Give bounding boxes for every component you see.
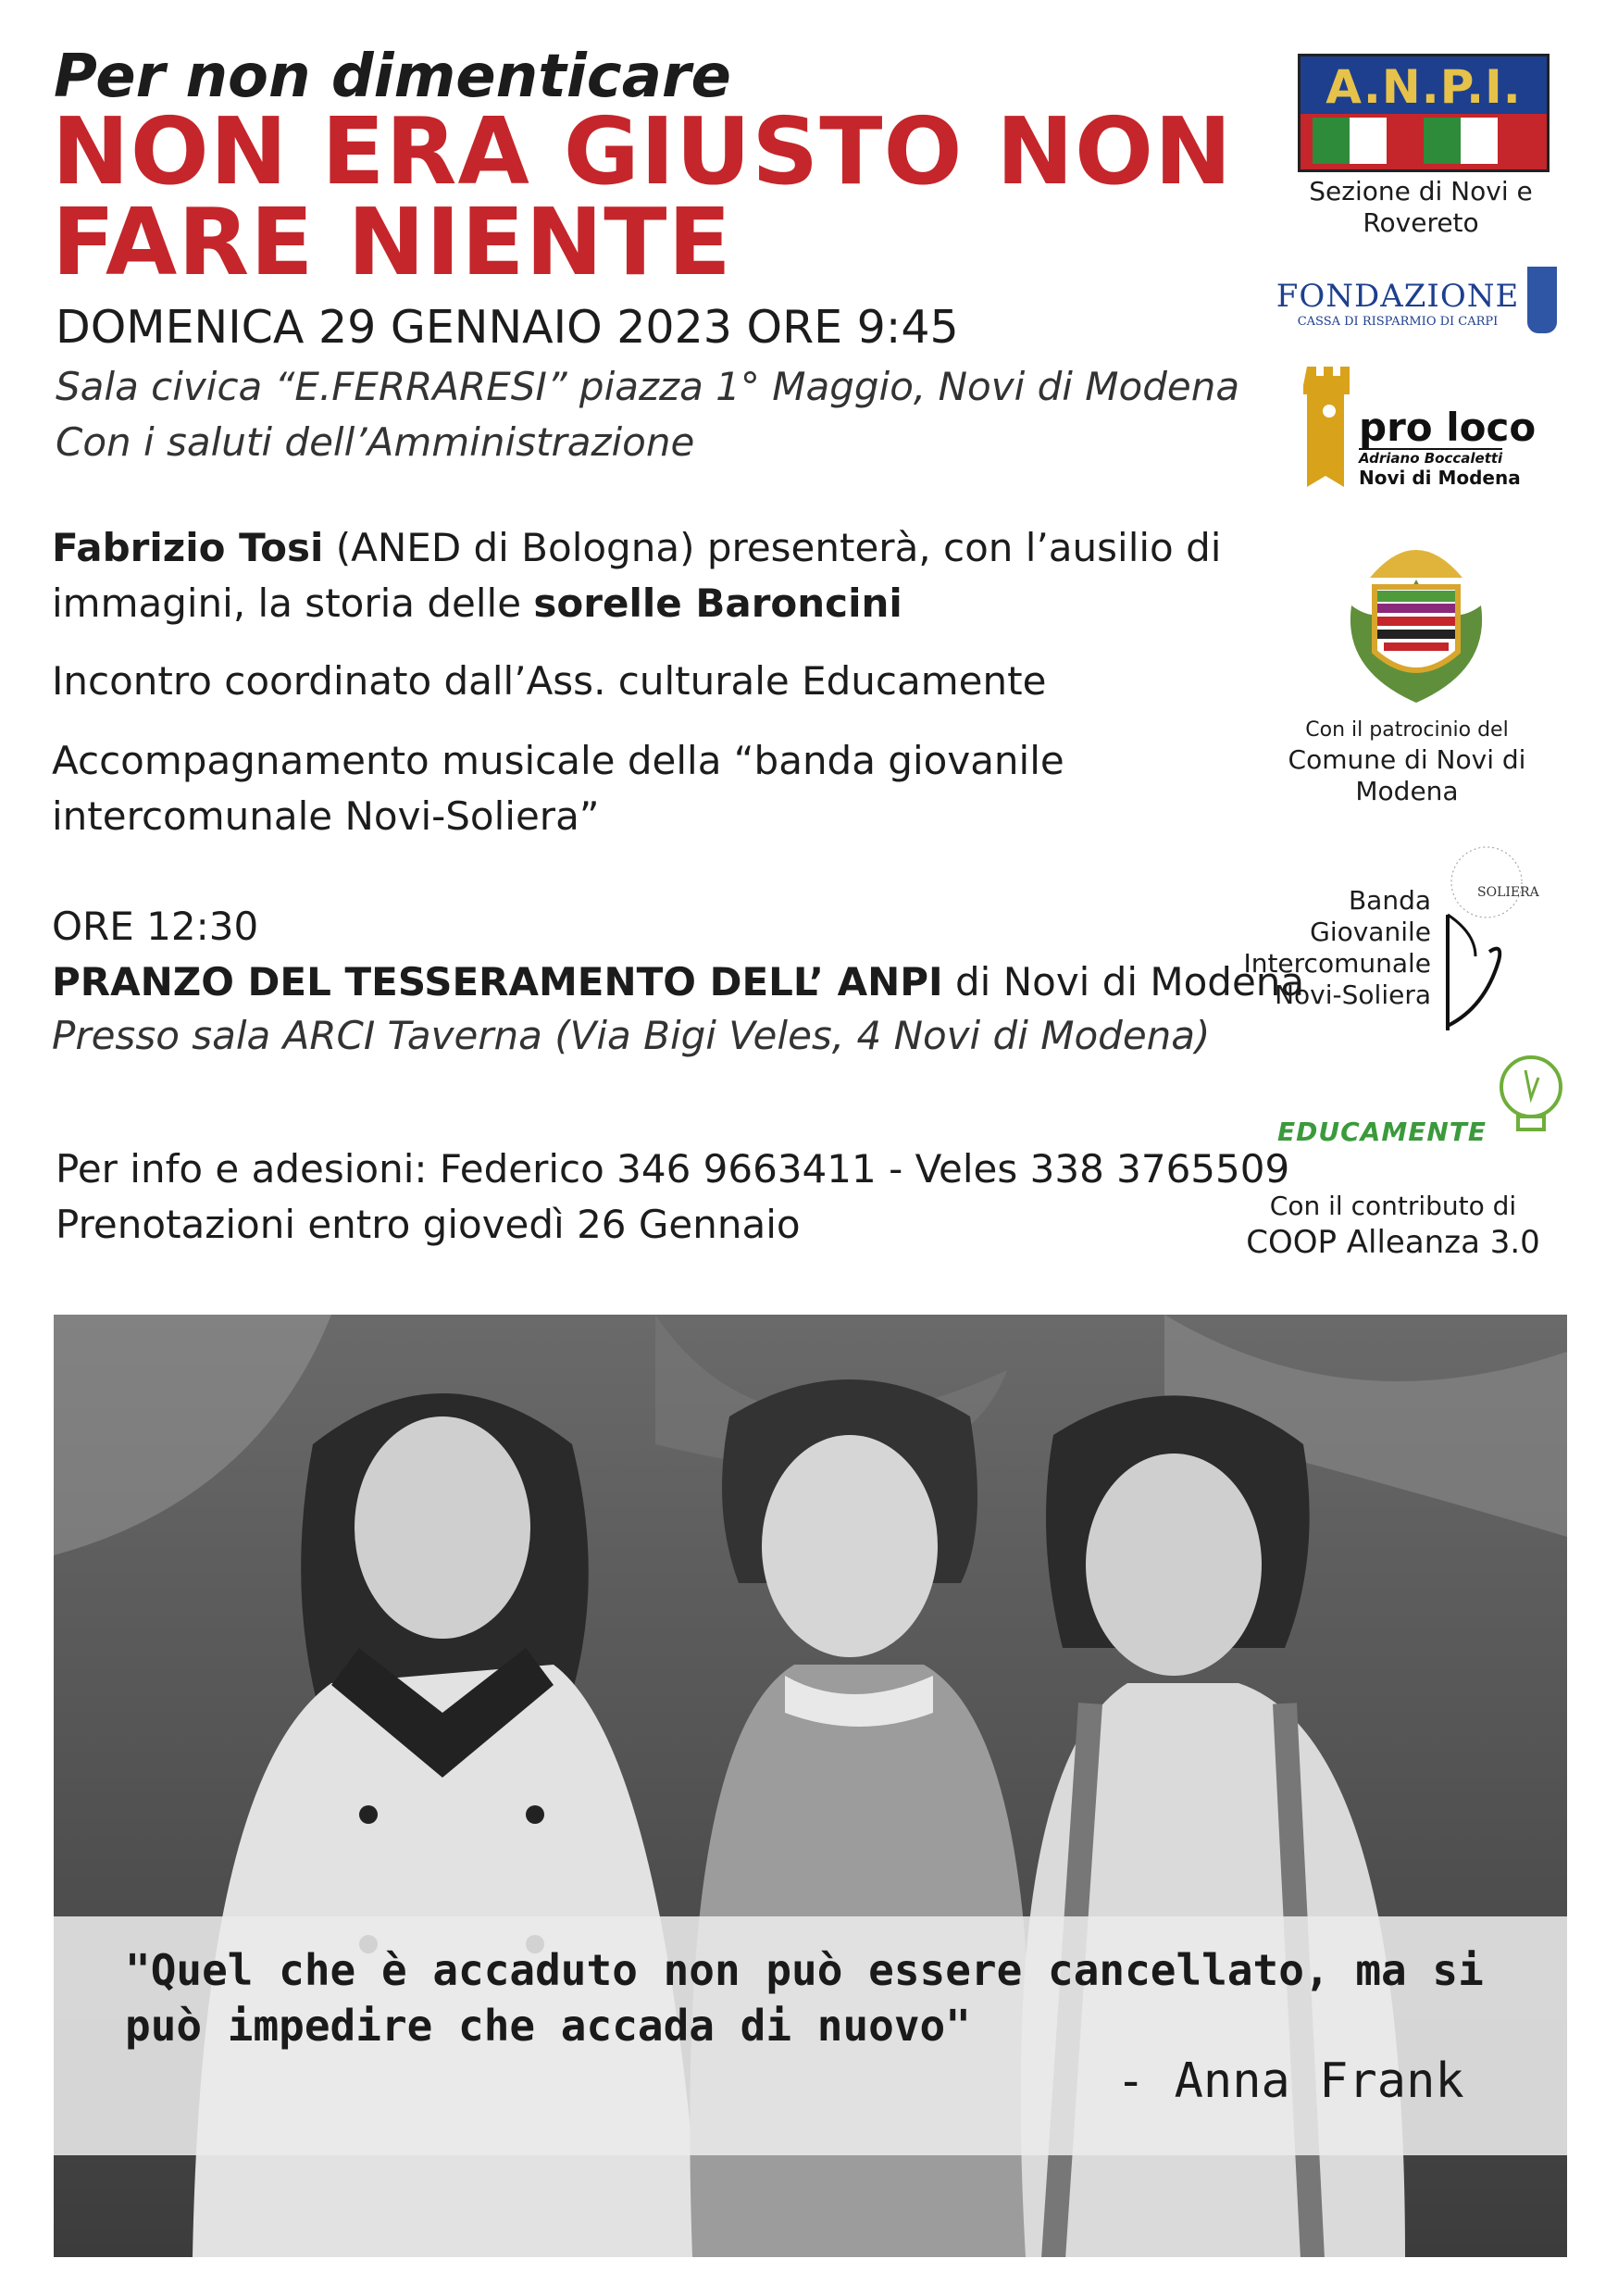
banda-text: Banda Giovanile Intercomunale Novi-Soliera xyxy=(1243,885,1431,1010)
poster-subtitle: Per non dimenticare xyxy=(54,43,731,111)
banda-logo xyxy=(1440,841,1542,1035)
event-date: DOMENICA 29 GENNAIO 2023 ORE 9:45 xyxy=(56,301,959,354)
fondazione-sub: CASSA DI RISPARMIO DI CARPI xyxy=(1297,315,1499,329)
anpi-logo-banner xyxy=(1301,56,1547,114)
anne-frank-quote: "Quel che è accaduto non può essere cancellato, ma si può impedire che accada di nuovo" xyxy=(125,1945,1484,2051)
patronage-label: Con il patrocinio del xyxy=(1305,718,1509,742)
event-venue: Sala civica “E.FERRARESI” piazza 1° Maggio, Novi di Modena xyxy=(56,364,1240,409)
fondazione-shield-icon xyxy=(1527,267,1557,333)
speaker-subject: sorelle Baroncini xyxy=(533,580,902,626)
music-note-icon xyxy=(1440,841,1542,1035)
anpi-logo-text: A.N.P.I. xyxy=(1326,60,1522,114)
title-line-2: FARE NIENTE xyxy=(52,188,732,296)
poster-title xyxy=(52,97,1233,296)
lightbulb-icon xyxy=(1494,1052,1568,1144)
lunch-title-suffix: di Novi di Modena xyxy=(942,959,1305,1004)
anpi-caption: Sezione di Novi e Rovereto xyxy=(1309,176,1533,238)
coordination-paragraph: Incontro coordinato dall’Ass. culturale Educamente xyxy=(52,658,1047,704)
educamente-logo: EDUCAMENTE xyxy=(1277,1117,1487,1147)
municipal-crest-icon xyxy=(1342,531,1490,707)
lunch-title-bold: PRANZO DEL TESSERAMENTO DELL’ ANPI xyxy=(52,959,943,1004)
speaker-name: Fabrizio Tosi xyxy=(52,525,324,570)
contacts-info: Per info e adesioni: Federico 346 9663411 - Veles 338 3765509 xyxy=(56,1146,1290,1192)
contribution-label: Con il contributo di xyxy=(1269,1191,1517,1221)
italian-flag-icon xyxy=(1313,118,1535,164)
proloco-city: Novi di Modena xyxy=(1359,467,1521,489)
quote-author: - Anna Frank xyxy=(1116,2053,1464,2109)
tower-icon xyxy=(1303,367,1355,487)
fondazione-name: FONDAZIONE xyxy=(1276,278,1520,315)
anpi-logo xyxy=(1298,54,1550,172)
speaker-text: (ANED di Bologna) presenterà, con l’ausilio di immagini, la storia delle xyxy=(52,525,1222,626)
banda-logo-word: SOLIERA xyxy=(1477,885,1539,900)
lunch-location: Presso sala ARCI Taverna (Via Bigi Veles, 4 Novi di Modena) xyxy=(52,1013,1211,1058)
proloco-logo xyxy=(1359,407,1544,489)
music-paragraph: Accompagnamento musicale della “banda giovanile intercomunale Novi-Soliera” xyxy=(52,738,1064,839)
contribution-name: COOP Alleanza 3.0 xyxy=(1246,1224,1540,1261)
lunch-time: ORE 12:30 xyxy=(52,904,259,949)
title-line-1: NON ERA GIUSTO NON xyxy=(52,97,1233,206)
speaker-paragraph xyxy=(52,520,1246,631)
fondazione-logo xyxy=(1273,278,1523,329)
event-greeting: Con i saluti dell’Amministrazione xyxy=(56,419,695,465)
lunch-title xyxy=(52,959,1304,1004)
patronage-name: Comune di Novi di Modena xyxy=(1288,744,1526,806)
proloco-sub: Adriano Boccaletti xyxy=(1359,450,1503,467)
proloco-name: pro loco xyxy=(1359,405,1537,450)
booking-deadline: Prenotazioni entro giovedì 26 Gennaio xyxy=(56,1202,801,1247)
